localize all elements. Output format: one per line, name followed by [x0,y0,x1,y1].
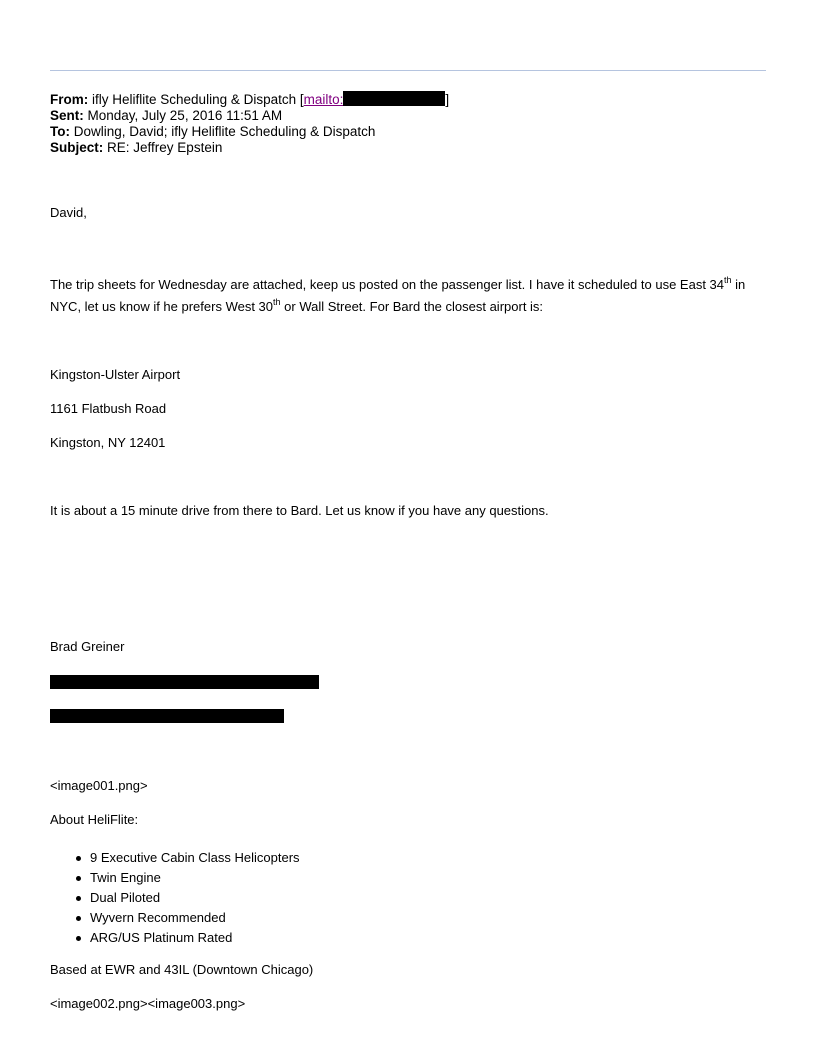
superscript: th [273,297,281,307]
paragraph-text: The trip sheets for Wednesday are attached, keep us posted on the passenger list. I have it scheduled to use East 34 [50,277,725,292]
subject-label: Subject: [50,140,104,155]
paragraph-text: in [731,277,746,292]
paragraph-line-2 [50,299,543,315]
from-close: ] [445,92,450,107]
sent-row [50,108,449,124]
list-item: Dual Piloted [90,888,300,908]
address-line: 1161 Flatbush Road [50,401,167,416]
from-label: From: [50,92,89,107]
sent-label: Sent: [50,108,84,123]
list-item: Wyvern Recommended [90,908,300,928]
subject-value: RE: Jeffrey Epstein [107,140,223,155]
mailto-link[interactable]: mailto: [303,92,344,107]
sent-value: Monday, July 25, 2016 11:51 AM [87,108,283,123]
from-value: ifly Heliflite Scheduling & Dispatch [ [92,92,304,107]
email-header [50,91,449,156]
image-placeholders: <image002.png><image003.png> [50,996,246,1011]
signature-name: Brad Greiner [50,639,125,654]
based-at-text: Based at EWR and 43IL (Downtown Chicago) [50,962,314,977]
paragraph-text: or Wall Street. For Bard the closest airport is: [280,299,544,314]
superscript: th [724,275,732,285]
to-value: Dowling, David; ifly Heliflite Scheduling & Dispatch [73,124,376,139]
redacted-signature-line [50,675,319,689]
to-label: To: [50,124,70,139]
list-item: Twin Engine [90,868,300,888]
image-placeholder: <image001.png> [50,778,148,793]
subject-row [50,140,449,156]
list-item: ARG/US Platinum Rated [90,928,300,948]
features-list [50,848,300,948]
list-item: 9 Executive Cabin Class Helicopters [90,848,300,868]
address-line: Kingston-Ulster Airport [50,367,181,382]
address-line: Kingston, NY 12401 [50,435,166,450]
paragraph-line-1 [50,277,745,293]
greeting: David, [50,205,87,220]
about-heading: About HeliFlite: [50,812,139,827]
to-row [50,124,449,140]
redacted-email [343,91,445,106]
paragraph-text: NYC, let us know if he prefers West 30 [50,299,274,314]
closing-paragraph: It is about a 15 minute drive from there to Bard. Let us know if you have any questions. [50,503,549,518]
redacted-signature-line [50,709,284,723]
header-divider [50,70,766,71]
from-row [50,91,449,108]
